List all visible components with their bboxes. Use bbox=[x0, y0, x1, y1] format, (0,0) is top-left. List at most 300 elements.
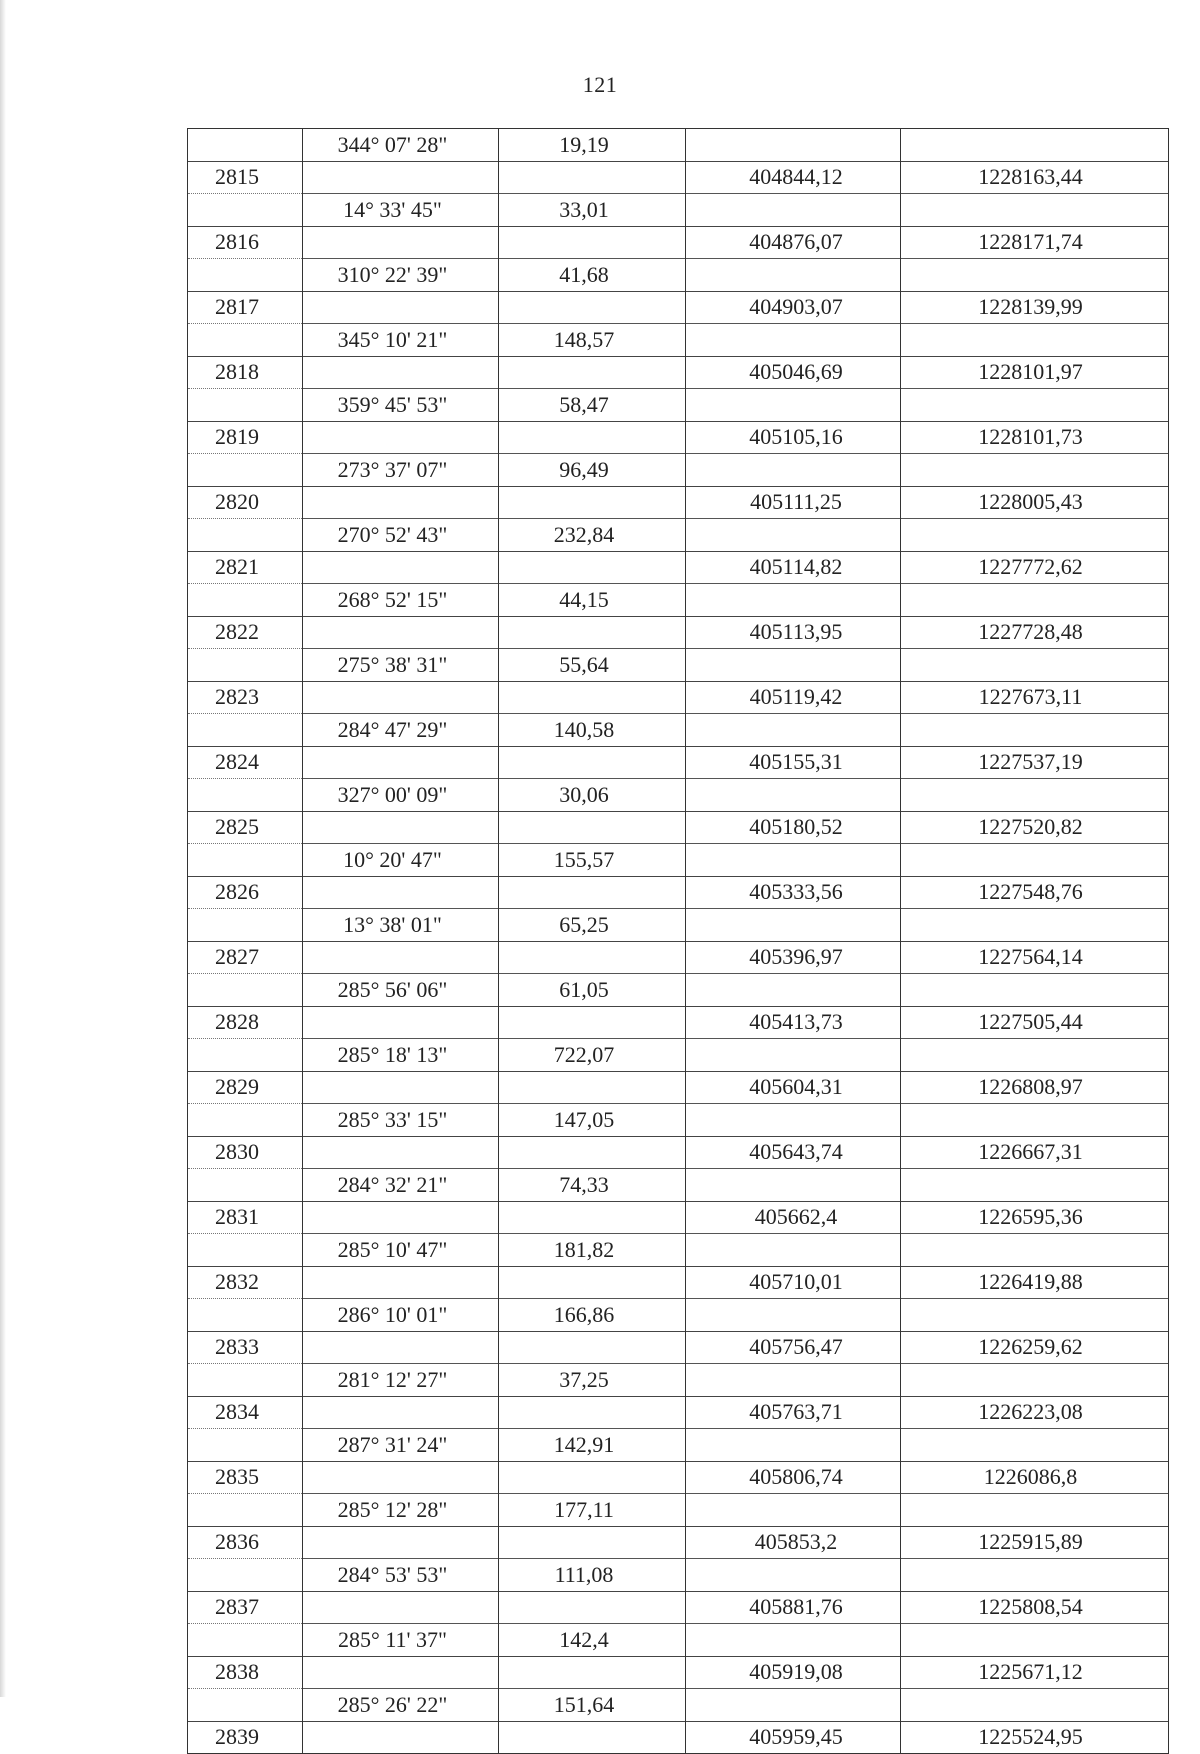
distance-cell: 55,64 bbox=[499, 649, 686, 682]
point-number-cell: 2829 bbox=[188, 1071, 303, 1104]
x-coordinate-cell: 405113,95 bbox=[686, 616, 901, 649]
segment-row bbox=[188, 129, 1169, 162]
segment-row bbox=[188, 714, 1169, 747]
point-number-cell bbox=[188, 649, 303, 682]
segment-row bbox=[188, 389, 1169, 422]
direction-angle-cell bbox=[303, 681, 499, 714]
y-coordinate-cell: 1227772,62 bbox=[901, 551, 1169, 584]
y-coordinate-cell: 1228171,74 bbox=[901, 226, 1169, 259]
point-row bbox=[188, 486, 1169, 519]
direction-angle-cell bbox=[303, 161, 499, 194]
y-coordinate-cell: 1226223,08 bbox=[901, 1396, 1169, 1429]
point-number-cell: 2821 bbox=[188, 551, 303, 584]
distance-cell bbox=[499, 811, 686, 844]
x-coordinate-cell: 405114,82 bbox=[686, 551, 901, 584]
point-row bbox=[188, 616, 1169, 649]
distance-cell: 142,91 bbox=[499, 1429, 686, 1462]
point-number-cell: 2819 bbox=[188, 421, 303, 454]
direction-angle-cell bbox=[303, 1461, 499, 1494]
point-number-cell: 2826 bbox=[188, 876, 303, 909]
point-number-cell bbox=[188, 1104, 303, 1137]
distance-cell bbox=[499, 1006, 686, 1039]
direction-angle-cell bbox=[303, 1266, 499, 1299]
segment-row bbox=[188, 259, 1169, 292]
direction-angle-cell bbox=[303, 876, 499, 909]
distance-cell: 166,86 bbox=[499, 1299, 686, 1332]
distance-cell: 96,49 bbox=[499, 454, 686, 487]
distance-cell bbox=[499, 1461, 686, 1494]
distance-cell: 140,58 bbox=[499, 714, 686, 747]
direction-angle-cell: 310° 22' 39" bbox=[303, 259, 499, 292]
distance-cell: 44,15 bbox=[499, 584, 686, 617]
y-coordinate-cell: 1225671,12 bbox=[901, 1656, 1169, 1689]
direction-angle-cell: 285° 10' 47" bbox=[303, 1234, 499, 1267]
y-coordinate-cell bbox=[901, 1169, 1169, 1202]
point-number-cell bbox=[188, 974, 303, 1007]
distance-cell bbox=[499, 161, 686, 194]
point-number-cell bbox=[188, 1494, 303, 1527]
direction-angle-cell bbox=[303, 1526, 499, 1559]
y-coordinate-cell bbox=[901, 909, 1169, 942]
direction-angle-cell bbox=[303, 356, 499, 389]
y-coordinate-cell bbox=[901, 194, 1169, 227]
y-coordinate-cell: 1228101,97 bbox=[901, 356, 1169, 389]
distance-cell bbox=[499, 1656, 686, 1689]
segment-row bbox=[188, 1494, 1169, 1527]
distance-cell bbox=[499, 356, 686, 389]
x-coordinate-cell: 404876,07 bbox=[686, 226, 901, 259]
y-coordinate-cell bbox=[901, 1429, 1169, 1462]
segment-row bbox=[188, 324, 1169, 357]
distance-cell: 155,57 bbox=[499, 844, 686, 877]
segment-row bbox=[188, 909, 1169, 942]
point-number-cell: 2831 bbox=[188, 1201, 303, 1234]
point-number-cell: 2835 bbox=[188, 1461, 303, 1494]
y-coordinate-cell bbox=[901, 714, 1169, 747]
x-coordinate-cell bbox=[686, 1494, 901, 1527]
point-number-cell bbox=[188, 1624, 303, 1657]
direction-angle-cell bbox=[303, 486, 499, 519]
distance-cell bbox=[499, 1201, 686, 1234]
direction-angle-cell: 281° 12' 27" bbox=[303, 1364, 499, 1397]
direction-angle-cell bbox=[303, 1201, 499, 1234]
point-number-cell bbox=[188, 1234, 303, 1267]
distance-cell bbox=[499, 421, 686, 454]
distance-cell: 181,82 bbox=[499, 1234, 686, 1267]
y-coordinate-cell bbox=[901, 1689, 1169, 1722]
y-coordinate-cell: 1228163,44 bbox=[901, 161, 1169, 194]
direction-angle-cell bbox=[303, 1721, 499, 1754]
y-coordinate-cell bbox=[901, 974, 1169, 1007]
segment-row bbox=[188, 1689, 1169, 1722]
direction-angle-cell bbox=[303, 291, 499, 324]
point-row bbox=[188, 1396, 1169, 1429]
x-coordinate-cell bbox=[686, 129, 901, 162]
coordinates-table-body bbox=[188, 129, 1169, 1754]
direction-angle-cell bbox=[303, 811, 499, 844]
segment-row bbox=[188, 974, 1169, 1007]
direction-angle-cell bbox=[303, 1006, 499, 1039]
direction-angle-cell bbox=[303, 941, 499, 974]
distance-cell bbox=[499, 551, 686, 584]
x-coordinate-cell bbox=[686, 1169, 901, 1202]
page-number: 121 bbox=[582, 72, 618, 97]
point-row bbox=[188, 941, 1169, 974]
point-row bbox=[188, 1071, 1169, 1104]
x-coordinate-cell bbox=[686, 454, 901, 487]
point-number-cell bbox=[188, 779, 303, 812]
point-number-cell bbox=[188, 324, 303, 357]
point-number-cell: 2832 bbox=[188, 1266, 303, 1299]
distance-cell: 58,47 bbox=[499, 389, 686, 422]
point-number-cell: 2816 bbox=[188, 226, 303, 259]
distance-cell bbox=[499, 291, 686, 324]
x-coordinate-cell bbox=[686, 1234, 901, 1267]
point-number-cell bbox=[188, 454, 303, 487]
point-row bbox=[188, 356, 1169, 389]
y-coordinate-cell bbox=[901, 1104, 1169, 1137]
point-number-cell: 2828 bbox=[188, 1006, 303, 1039]
direction-angle-cell: 287° 31' 24" bbox=[303, 1429, 499, 1462]
distance-cell bbox=[499, 681, 686, 714]
segment-row bbox=[188, 649, 1169, 682]
distance-cell bbox=[499, 1331, 686, 1364]
x-coordinate-cell: 405710,01 bbox=[686, 1266, 901, 1299]
x-coordinate-cell bbox=[686, 1559, 901, 1592]
direction-angle-cell: 268° 52' 15" bbox=[303, 584, 499, 617]
coordinates-table bbox=[187, 128, 1169, 1754]
x-coordinate-cell bbox=[686, 714, 901, 747]
distance-cell bbox=[499, 1591, 686, 1624]
y-coordinate-cell bbox=[901, 129, 1169, 162]
point-number-cell bbox=[188, 1299, 303, 1332]
y-coordinate-cell bbox=[901, 324, 1169, 357]
x-coordinate-cell bbox=[686, 1689, 901, 1722]
y-coordinate-cell: 1226595,36 bbox=[901, 1201, 1169, 1234]
x-coordinate-cell bbox=[686, 259, 901, 292]
point-number-cell: 2830 bbox=[188, 1136, 303, 1169]
segment-row bbox=[188, 194, 1169, 227]
point-number-cell: 2823 bbox=[188, 681, 303, 714]
y-coordinate-cell bbox=[901, 259, 1169, 292]
point-row bbox=[188, 681, 1169, 714]
x-coordinate-cell: 405333,56 bbox=[686, 876, 901, 909]
point-number-cell: 2827 bbox=[188, 941, 303, 974]
distance-cell: 37,25 bbox=[499, 1364, 686, 1397]
x-coordinate-cell: 405643,74 bbox=[686, 1136, 901, 1169]
y-coordinate-cell bbox=[901, 1624, 1169, 1657]
distance-cell bbox=[499, 941, 686, 974]
y-coordinate-cell: 1227505,44 bbox=[901, 1006, 1169, 1039]
y-coordinate-cell: 1225524,95 bbox=[901, 1721, 1169, 1754]
point-number-cell bbox=[188, 129, 303, 162]
distance-cell: 61,05 bbox=[499, 974, 686, 1007]
segment-row bbox=[188, 1559, 1169, 1592]
y-coordinate-cell: 1227728,48 bbox=[901, 616, 1169, 649]
distance-cell: 177,11 bbox=[499, 1494, 686, 1527]
direction-angle-cell bbox=[303, 421, 499, 454]
point-number-cell bbox=[188, 844, 303, 877]
distance-cell: 41,68 bbox=[499, 259, 686, 292]
distance-cell bbox=[499, 486, 686, 519]
x-coordinate-cell: 405604,31 bbox=[686, 1071, 901, 1104]
direction-angle-cell bbox=[303, 1396, 499, 1429]
distance-cell: 30,06 bbox=[499, 779, 686, 812]
y-coordinate-cell: 1226419,88 bbox=[901, 1266, 1169, 1299]
segment-row bbox=[188, 1299, 1169, 1332]
x-coordinate-cell bbox=[686, 389, 901, 422]
x-coordinate-cell bbox=[686, 1364, 901, 1397]
direction-angle-cell: 14° 33' 45" bbox=[303, 194, 499, 227]
point-number-cell bbox=[188, 1429, 303, 1462]
x-coordinate-cell bbox=[686, 1624, 901, 1657]
direction-angle-cell bbox=[303, 1136, 499, 1169]
segment-row bbox=[188, 1234, 1169, 1267]
direction-angle-cell: 10° 20' 47" bbox=[303, 844, 499, 877]
distance-cell bbox=[499, 1396, 686, 1429]
distance-cell bbox=[499, 616, 686, 649]
point-row bbox=[188, 1656, 1169, 1689]
point-number-cell bbox=[188, 259, 303, 292]
direction-angle-cell: 284° 32' 21" bbox=[303, 1169, 499, 1202]
point-number-cell: 2820 bbox=[188, 486, 303, 519]
x-coordinate-cell: 404903,07 bbox=[686, 291, 901, 324]
point-row bbox=[188, 421, 1169, 454]
y-coordinate-cell: 1227537,19 bbox=[901, 746, 1169, 779]
y-coordinate-cell bbox=[901, 1494, 1169, 1527]
point-row bbox=[188, 1721, 1169, 1754]
direction-angle-cell: 285° 56' 06" bbox=[303, 974, 499, 1007]
distance-cell: 722,07 bbox=[499, 1039, 686, 1072]
distance-cell: 19,19 bbox=[499, 129, 686, 162]
direction-angle-cell: 344° 07' 28" bbox=[303, 129, 499, 162]
x-coordinate-cell: 405413,73 bbox=[686, 1006, 901, 1039]
x-coordinate-cell bbox=[686, 194, 901, 227]
point-number-cell: 2836 bbox=[188, 1526, 303, 1559]
segment-row bbox=[188, 779, 1169, 812]
y-coordinate-cell bbox=[901, 389, 1169, 422]
distance-cell: 65,25 bbox=[499, 909, 686, 942]
point-number-cell: 2825 bbox=[188, 811, 303, 844]
point-row bbox=[188, 1526, 1169, 1559]
y-coordinate-cell: 1227564,14 bbox=[901, 941, 1169, 974]
y-coordinate-cell: 1227673,11 bbox=[901, 681, 1169, 714]
point-number-cell: 2822 bbox=[188, 616, 303, 649]
x-coordinate-cell: 405881,76 bbox=[686, 1591, 901, 1624]
point-row bbox=[188, 746, 1169, 779]
x-coordinate-cell: 405853,2 bbox=[686, 1526, 901, 1559]
direction-angle-cell bbox=[303, 616, 499, 649]
y-coordinate-cell: 1227520,82 bbox=[901, 811, 1169, 844]
direction-angle-cell bbox=[303, 551, 499, 584]
distance-cell bbox=[499, 876, 686, 909]
y-coordinate-cell: 1228101,73 bbox=[901, 421, 1169, 454]
point-row bbox=[188, 876, 1169, 909]
x-coordinate-cell bbox=[686, 844, 901, 877]
x-coordinate-cell bbox=[686, 974, 901, 1007]
y-coordinate-cell: 1228139,99 bbox=[901, 291, 1169, 324]
x-coordinate-cell: 405806,74 bbox=[686, 1461, 901, 1494]
direction-angle-cell: 284° 47' 29" bbox=[303, 714, 499, 747]
x-coordinate-cell: 405180,52 bbox=[686, 811, 901, 844]
distance-cell bbox=[499, 1526, 686, 1559]
point-number-cell bbox=[188, 389, 303, 422]
distance-cell bbox=[499, 1071, 686, 1104]
x-coordinate-cell bbox=[686, 324, 901, 357]
point-number-cell bbox=[188, 194, 303, 227]
distance-cell: 74,33 bbox=[499, 1169, 686, 1202]
point-number-cell: 2824 bbox=[188, 746, 303, 779]
y-coordinate-cell: 1226259,62 bbox=[901, 1331, 1169, 1364]
point-row bbox=[188, 226, 1169, 259]
y-coordinate-cell bbox=[901, 454, 1169, 487]
direction-angle-cell: 285° 18' 13" bbox=[303, 1039, 499, 1072]
x-coordinate-cell bbox=[686, 584, 901, 617]
point-number-cell bbox=[188, 1559, 303, 1592]
x-coordinate-cell: 405046,69 bbox=[686, 356, 901, 389]
point-row bbox=[188, 1591, 1169, 1624]
distance-cell bbox=[499, 1266, 686, 1299]
point-number-cell bbox=[188, 1364, 303, 1397]
segment-row bbox=[188, 519, 1169, 552]
distance-cell bbox=[499, 1136, 686, 1169]
x-coordinate-cell: 405919,08 bbox=[686, 1656, 901, 1689]
direction-angle-cell: 285° 11' 37" bbox=[303, 1624, 499, 1657]
x-coordinate-cell: 405396,97 bbox=[686, 941, 901, 974]
segment-row bbox=[188, 454, 1169, 487]
y-coordinate-cell: 1226808,97 bbox=[901, 1071, 1169, 1104]
direction-angle-cell bbox=[303, 1656, 499, 1689]
segment-row bbox=[188, 1364, 1169, 1397]
direction-angle-cell: 285° 26' 22" bbox=[303, 1689, 499, 1722]
y-coordinate-cell: 1226086,8 bbox=[901, 1461, 1169, 1494]
point-number-cell: 2834 bbox=[188, 1396, 303, 1429]
x-coordinate-cell: 405959,45 bbox=[686, 1721, 901, 1754]
distance-cell: 33,01 bbox=[499, 194, 686, 227]
direction-angle-cell: 359° 45' 53" bbox=[303, 389, 499, 422]
segment-row bbox=[188, 1624, 1169, 1657]
point-number-cell bbox=[188, 1039, 303, 1072]
x-coordinate-cell bbox=[686, 1299, 901, 1332]
x-coordinate-cell bbox=[686, 1429, 901, 1462]
distance-cell: 111,08 bbox=[499, 1559, 686, 1592]
distance-cell: 147,05 bbox=[499, 1104, 686, 1137]
direction-angle-cell: 275° 38' 31" bbox=[303, 649, 499, 682]
point-row bbox=[188, 1266, 1169, 1299]
x-coordinate-cell: 405105,16 bbox=[686, 421, 901, 454]
direction-angle-cell: 345° 10' 21" bbox=[303, 324, 499, 357]
point-number-cell bbox=[188, 714, 303, 747]
direction-angle-cell bbox=[303, 746, 499, 779]
point-number-cell bbox=[188, 519, 303, 552]
point-row bbox=[188, 161, 1169, 194]
segment-row bbox=[188, 1039, 1169, 1072]
segment-row bbox=[188, 1169, 1169, 1202]
y-coordinate-cell bbox=[901, 519, 1169, 552]
point-number-cell bbox=[188, 1689, 303, 1722]
scan-edge-shadow bbox=[0, 0, 6, 1697]
point-number-cell bbox=[188, 909, 303, 942]
x-coordinate-cell: 405155,31 bbox=[686, 746, 901, 779]
direction-angle-cell bbox=[303, 1071, 499, 1104]
x-coordinate-cell: 405111,25 bbox=[686, 486, 901, 519]
y-coordinate-cell: 1225915,89 bbox=[901, 1526, 1169, 1559]
direction-angle-cell: 270° 52' 43" bbox=[303, 519, 499, 552]
direction-angle-cell bbox=[303, 1591, 499, 1624]
x-coordinate-cell: 405119,42 bbox=[686, 681, 901, 714]
x-coordinate-cell: 405662,4 bbox=[686, 1201, 901, 1234]
distance-cell bbox=[499, 1721, 686, 1754]
distance-cell: 148,57 bbox=[499, 324, 686, 357]
point-number-cell: 2815 bbox=[188, 161, 303, 194]
direction-angle-cell: 286° 10' 01" bbox=[303, 1299, 499, 1332]
direction-angle-cell: 284° 53' 53" bbox=[303, 1559, 499, 1592]
point-number-cell: 2833 bbox=[188, 1331, 303, 1364]
x-coordinate-cell bbox=[686, 909, 901, 942]
x-coordinate-cell bbox=[686, 779, 901, 812]
x-coordinate-cell: 404844,12 bbox=[686, 161, 901, 194]
y-coordinate-cell: 1227548,76 bbox=[901, 876, 1169, 909]
point-row bbox=[188, 291, 1169, 324]
y-coordinate-cell bbox=[901, 649, 1169, 682]
point-number-cell bbox=[188, 1169, 303, 1202]
point-row bbox=[188, 811, 1169, 844]
x-coordinate-cell bbox=[686, 649, 901, 682]
distance-cell: 142,4 bbox=[499, 1624, 686, 1657]
direction-angle-cell: 327° 00' 09" bbox=[303, 779, 499, 812]
y-coordinate-cell bbox=[901, 779, 1169, 812]
y-coordinate-cell bbox=[901, 1234, 1169, 1267]
segment-row bbox=[188, 1429, 1169, 1462]
y-coordinate-cell bbox=[901, 844, 1169, 877]
point-row bbox=[188, 1461, 1169, 1494]
distance-cell: 151,64 bbox=[499, 1689, 686, 1722]
distance-cell: 232,84 bbox=[499, 519, 686, 552]
direction-angle-cell: 13° 38' 01" bbox=[303, 909, 499, 942]
segment-row bbox=[188, 1104, 1169, 1137]
x-coordinate-cell bbox=[686, 519, 901, 552]
point-number-cell bbox=[188, 584, 303, 617]
x-coordinate-cell bbox=[686, 1104, 901, 1137]
distance-cell bbox=[499, 226, 686, 259]
direction-angle-cell bbox=[303, 1331, 499, 1364]
segment-row bbox=[188, 844, 1169, 877]
y-coordinate-cell bbox=[901, 1364, 1169, 1397]
x-coordinate-cell bbox=[686, 1039, 901, 1072]
point-row bbox=[188, 1331, 1169, 1364]
point-number-cell: 2817 bbox=[188, 291, 303, 324]
x-coordinate-cell: 405763,71 bbox=[686, 1396, 901, 1429]
y-coordinate-cell: 1225808,54 bbox=[901, 1591, 1169, 1624]
y-coordinate-cell bbox=[901, 1039, 1169, 1072]
y-coordinate-cell: 1228005,43 bbox=[901, 486, 1169, 519]
y-coordinate-cell bbox=[901, 1299, 1169, 1332]
point-number-cell: 2838 bbox=[188, 1656, 303, 1689]
distance-cell bbox=[499, 746, 686, 779]
y-coordinate-cell bbox=[901, 1559, 1169, 1592]
x-coordinate-cell: 405756,47 bbox=[686, 1331, 901, 1364]
point-row bbox=[188, 1006, 1169, 1039]
direction-angle-cell: 273° 37' 07" bbox=[303, 454, 499, 487]
point-number-cell: 2837 bbox=[188, 1591, 303, 1624]
y-coordinate-cell bbox=[901, 584, 1169, 617]
point-row bbox=[188, 1201, 1169, 1234]
direction-angle-cell: 285° 33' 15" bbox=[303, 1104, 499, 1137]
point-row bbox=[188, 551, 1169, 584]
point-number-cell: 2839 bbox=[188, 1721, 303, 1754]
y-coordinate-cell: 1226667,31 bbox=[901, 1136, 1169, 1169]
direction-angle-cell: 285° 12' 28" bbox=[303, 1494, 499, 1527]
